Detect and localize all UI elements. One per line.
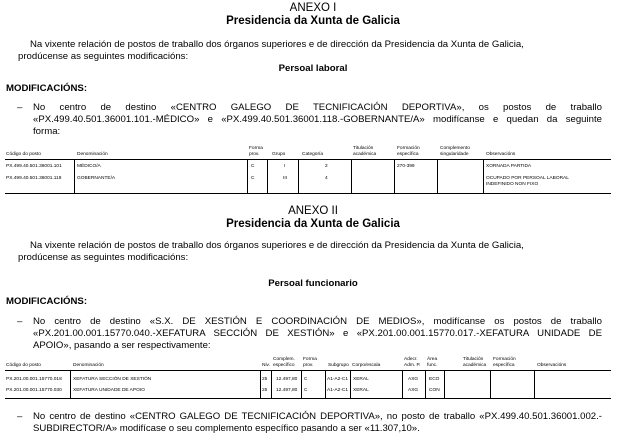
t2-cell-area: CON (429, 388, 440, 393)
annex1-section: Persoal laboral (278, 63, 348, 74)
t2-h-corpo: Corpo/escala (352, 363, 381, 368)
annex2-bullet-dash: – (17, 316, 23, 327)
t2-h-forma1: Forma (303, 357, 317, 362)
t1-cell-denominacion: GOBERNANTE/A (77, 176, 116, 181)
t1-cell-denominacion: MÉDICO/A (77, 164, 101, 169)
t1-cell-forma: C (251, 164, 255, 169)
annex1-mod-heading: MODIFICACIÓNS: (6, 83, 88, 94)
annex2-mod-heading: MODIFICACIÓNS: (6, 296, 88, 307)
t2-col-sep (350, 370, 351, 398)
t1-h-codigo: Código do posto (6, 152, 41, 157)
annex1-title: ANEXO I (289, 2, 337, 14)
t2-h-formacion1: Formación (493, 357, 516, 362)
t1-cell-grupo: I (284, 164, 286, 169)
t2-h-area2: func. (427, 363, 438, 368)
t1-cell-codigo: PX.499.40.501.36001.118 (6, 176, 62, 181)
t2-cell-denominacion: XEFATURA UNIDADE DE APOIO (73, 388, 145, 393)
t1-h-formacion1: Formación (397, 146, 420, 151)
t2-col-sep (301, 370, 302, 398)
annex2-subtitle: Presidencia da Xunta de Galicia (226, 218, 400, 230)
t1-col-sep (483, 159, 484, 193)
t2-cell-complem: 12.497,80 (276, 388, 298, 393)
t1-col-sep (267, 159, 268, 193)
t2-cell-codigo: PX.201.00.001.15770.030 (6, 388, 62, 393)
t2-h-complem1: Complem. (273, 357, 295, 362)
t2-cell-codigo: PX.201.00.001.15770.018 (6, 377, 62, 382)
t2-cell-forma: C (304, 377, 308, 382)
t1-cell-categoria: 4 (325, 176, 328, 181)
t2-cell-denominacion: XEFATURA SECCIÓN DE XESTIÓN (73, 377, 152, 382)
t1-col-sep (298, 159, 299, 193)
t2-col-sep (70, 370, 71, 398)
annex2-title: ANEXO II (288, 205, 338, 217)
t2-col-sep (260, 370, 261, 398)
t1-col-sep (351, 159, 352, 193)
t2-cell-corpo: XERAL (353, 377, 369, 382)
t2-h-codigo: Código do posto (6, 363, 41, 368)
t2-cell-subgrupo: A1-A2-C1 (327, 377, 349, 382)
t2-h-titulacion1: Titulación (463, 357, 484, 362)
t2-h-titulacion2: académica (463, 363, 487, 368)
t2-h-adecr2: Adm. P. (404, 363, 421, 368)
t1-h-titulacion2: académica (353, 152, 377, 157)
t1-col-sep (394, 159, 395, 193)
t2-cell-adecr: AXG (408, 388, 419, 393)
annex2-intro-line1: Na vixente relación de postos de traballo dos órganos superiores e de dirección da Presidencia da Xunta de Galicia, (30, 240, 524, 251)
t2-h-formacion2: específica (493, 363, 515, 368)
annex1-intro-line2: prodúcense as seguintes modificacións: (18, 51, 189, 62)
t2-col-sep (444, 370, 445, 398)
annex1-bullet-line1: No centro de destino «CENTRO GALEGO DE TECNIFICACIÓN DEPORTIVA», os postos de traballo (33, 102, 602, 113)
t1-col-sep (74, 159, 75, 193)
t1-h-complemento2: singularidade (440, 152, 469, 157)
t1-cell-codigo: PX.499.40.501.36001.101 (6, 164, 62, 169)
t2-col-sep (425, 370, 426, 398)
t1-h-titulacion1: Titulación (353, 146, 374, 151)
t2-cell-nivel: 25 (262, 377, 268, 382)
t1-cell-forma: C (251, 176, 255, 181)
annex1-subtitle: Presidencia da Xunta de Galicia (226, 15, 400, 27)
t1-h-prov: prov. (249, 152, 260, 157)
t2-h-adecr1: Adecr. (404, 357, 418, 362)
t1-cell-observacions: OCUPADO POR PERSOAL LABORAL (486, 176, 569, 181)
t1-h-forma: Forma (249, 146, 263, 151)
annex2-bullet-line3: APOIO», pasando a ser respectivamente: (33, 340, 211, 351)
t2-cell-complem: 12.497,80 (276, 377, 298, 382)
t2-h-area1: Área (427, 357, 438, 362)
t2-h-complem2: específico (273, 363, 295, 368)
annex2-intro-line2: prodúcense as seguintes modificacións: (18, 252, 189, 263)
t1-h-formacion2: específica (397, 152, 419, 157)
t1-cell-observacions2: INDEFINIDO NON FIXO (486, 182, 539, 187)
t2-h-nivel: Niv. (262, 363, 270, 368)
t2-rule-top (5, 370, 611, 371)
t1-rule-top (5, 159, 611, 160)
t1-cell-categoria: 2 (325, 164, 328, 169)
t2-cell-area: ECO (429, 377, 440, 382)
t1-cell-formacion: 270-399 (397, 164, 415, 169)
t2-cell-nivel: 25 (262, 388, 268, 393)
t2-cell-adecr: AXG (408, 377, 419, 382)
t1-h-observacions: Observacións (486, 152, 516, 157)
annex1-bullet-line2: «PX.499.40.501.36001.101.-MÉDICO» e «PX.499.40.501.36001.118.-GOBERNANTE/A» modifícanse e quedan da seguinte (33, 114, 602, 125)
annex2-bullet-line2: «PX.201.00.001.15770.040.-XEFATURA SECCIÓN DE XESTIÓN» e «PX.201.00.001.15770.017.-XEFATURA UNIDADE DE (33, 328, 602, 339)
t2-col-sep (402, 370, 403, 398)
t1-col-sep (437, 159, 438, 193)
t2-rule-bottom (5, 398, 611, 399)
t2-h-forma2: prov. (303, 363, 314, 368)
t2-cell-corpo: XERAL (353, 388, 369, 393)
t2-cell-subgrupo: A1-A2-C1 (327, 388, 349, 393)
t1-col-sep (247, 159, 248, 193)
annex1-bullet-line3: forma: (33, 126, 61, 137)
t1-cell-grupo: III (283, 176, 287, 181)
t2-h-denominacion: Denominación (73, 363, 104, 368)
t1-cell-observacions: XORNADA PARTIDA (486, 164, 532, 169)
t1-rule-bottom (5, 193, 611, 194)
t1-h-grupo: Grupo (272, 152, 286, 157)
t1-h-complemento1: Complemento (440, 146, 470, 151)
t2-col-sep (271, 370, 272, 398)
annex1-bullet-dash: – (17, 102, 23, 113)
annex2-bullet-line1: No centro de destino «S.X. DE XESTIÓN E COORDINACIÓN DE MEDIOS», modifícanse os postos de traballo (33, 316, 602, 327)
annex1-intro-line1: Na vixente relación de postos de traballo dos órganos superiores e de dirección da Presidencia da Xunta de Galicia, (30, 39, 524, 50)
t1-h-denominacion: Denominación (77, 152, 108, 157)
annex2-bullet2-line1: No centro de destino «CENTRO GALEGO DE TECNIFICACIÓN DEPORTIVA», no posto de traballo «PX.499.40.501.36001.002.- (33, 411, 602, 422)
annex2-bullet2-line2: SUBDIRECTOR/A» modifícase o seu complemento específico pasando a ser «11.307,10». (33, 423, 420, 434)
t2-col-sep (534, 370, 535, 398)
t2-h-subgrupo: Subgrupo (328, 363, 349, 368)
t2-cell-forma: C (304, 388, 308, 393)
t2-h-observacions: Observacións (537, 363, 567, 368)
t2-col-sep (325, 370, 326, 398)
annex2-section: Persoal funcionario (268, 278, 358, 289)
t2-col-sep (490, 370, 491, 398)
t1-h-categoria: Categoría (302, 152, 324, 157)
annex2-bullet2-dash: – (17, 411, 23, 422)
